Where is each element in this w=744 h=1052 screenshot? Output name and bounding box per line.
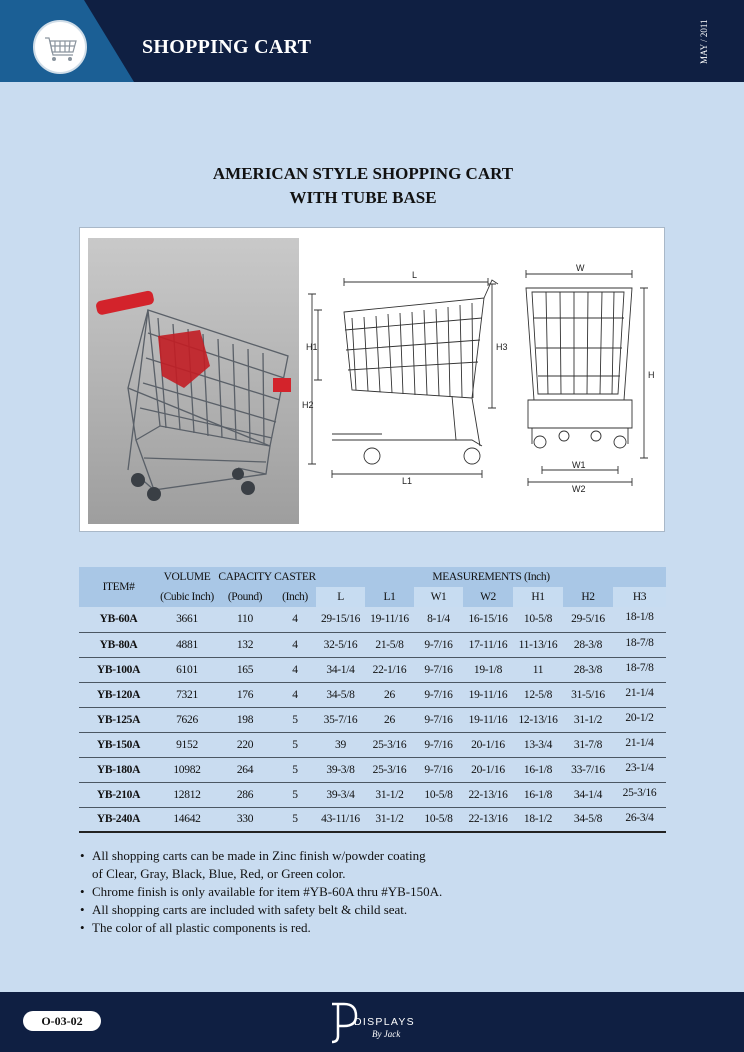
cell-caster: 5 bbox=[274, 782, 316, 807]
cell-h1: 18-1/2 bbox=[513, 807, 563, 832]
cell-h3: 25-3/16 bbox=[613, 782, 666, 807]
cell-w1: 9-7/16 bbox=[414, 657, 463, 682]
cell-caster: 4 bbox=[274, 657, 316, 682]
cell-h2: 34-1/4 bbox=[563, 782, 613, 807]
cell-h2: 34-5/8 bbox=[563, 807, 613, 832]
table-row bbox=[79, 757, 666, 782]
cart-logo-icon bbox=[33, 20, 87, 74]
header-item: ITEM# bbox=[79, 567, 158, 607]
header-caster: CASTER bbox=[274, 567, 316, 587]
cell-caster: 5 bbox=[274, 807, 316, 832]
issue-date: MAY / 2011 bbox=[699, 19, 709, 65]
cell-l: 34-5/8 bbox=[316, 682, 365, 707]
cell-volume: 4881 bbox=[158, 632, 216, 657]
cell-h2: 28-3/8 bbox=[563, 657, 613, 682]
cell-capacity: 176 bbox=[216, 682, 274, 707]
cell-w2: 20-1/16 bbox=[463, 757, 513, 782]
cell-h3: 21-1/4 bbox=[613, 682, 666, 707]
cell-item: YB-100A bbox=[79, 657, 158, 682]
cell-h3: 26-3/4 bbox=[613, 807, 666, 832]
cell-l1: 26 bbox=[365, 707, 414, 732]
product-image-panel bbox=[79, 227, 665, 532]
cell-capacity: 198 bbox=[216, 707, 274, 732]
header-col-H1: H1 bbox=[513, 587, 563, 607]
cell-h1: 10-5/8 bbox=[513, 607, 563, 632]
spec-table bbox=[79, 567, 666, 833]
table-row bbox=[79, 607, 666, 632]
product-title-line2: WITH TUBE BASE bbox=[289, 188, 437, 207]
cell-l: 39-3/8 bbox=[316, 757, 365, 782]
cell-h2: 33-7/16 bbox=[563, 757, 613, 782]
cell-h2: 31-5/16 bbox=[563, 682, 613, 707]
dim-label-L: L bbox=[412, 270, 418, 280]
brand-tagline: By Jack bbox=[372, 1029, 401, 1039]
cell-item: YB-60A bbox=[79, 607, 158, 632]
cell-l1: 31-1/2 bbox=[365, 807, 414, 832]
dim-label-H2: H2 bbox=[302, 400, 314, 410]
table-row bbox=[79, 657, 666, 682]
cell-capacity: 330 bbox=[216, 807, 274, 832]
cell-item: YB-240A bbox=[79, 807, 158, 832]
cell-l1: 25-3/16 bbox=[365, 732, 414, 757]
brand-name: DISPLAYS bbox=[354, 1016, 415, 1028]
dim-label-H3: H3 bbox=[496, 342, 508, 352]
header-col-H2: H2 bbox=[563, 587, 613, 607]
cell-l1: 26 bbox=[365, 682, 414, 707]
cell-volume: 7626 bbox=[158, 707, 216, 732]
cell-l: 32-5/16 bbox=[316, 632, 365, 657]
cell-w2: 17-11/16 bbox=[463, 632, 513, 657]
table-row bbox=[79, 782, 666, 807]
header-caster-unit: (Inch) bbox=[274, 587, 316, 607]
cell-w2: 19-11/16 bbox=[463, 707, 513, 732]
cell-w2: 20-1/16 bbox=[463, 732, 513, 757]
dim-label-H: H bbox=[648, 370, 655, 380]
cell-h1: 11-13/16 bbox=[513, 632, 563, 657]
cell-capacity: 264 bbox=[216, 757, 274, 782]
header-col-W1: W1 bbox=[414, 587, 463, 607]
note-item: • The color of all plastic components is red. bbox=[80, 919, 680, 937]
product-title-line1: AMERICAN STYLE SHOPPING CART bbox=[212, 164, 514, 183]
cell-volume: 12812 bbox=[158, 782, 216, 807]
header-col-L1: L1 bbox=[365, 587, 414, 607]
cell-w1: 8-1/4 bbox=[414, 607, 463, 632]
cell-h1: 16-1/8 bbox=[513, 782, 563, 807]
cell-caster: 5 bbox=[274, 707, 316, 732]
catalog-code-badge: O-03-02 bbox=[23, 1011, 101, 1031]
header-volume: VOLUME bbox=[158, 567, 216, 587]
table-row bbox=[79, 632, 666, 657]
cell-w2: 22-13/16 bbox=[463, 807, 513, 832]
cell-h1: 11 bbox=[513, 657, 563, 682]
cell-h3: 20-1/2 bbox=[613, 707, 666, 732]
cell-item: YB-80A bbox=[79, 632, 158, 657]
dim-label-W2: W2 bbox=[572, 484, 586, 494]
cell-h3: 18-7/8 bbox=[613, 657, 666, 682]
cell-item: YB-210A bbox=[79, 782, 158, 807]
dimension-diagram bbox=[302, 258, 662, 498]
cell-l: 35-7/16 bbox=[316, 707, 365, 732]
cell-w2: 19-1/8 bbox=[463, 657, 513, 682]
cell-l: 39-3/4 bbox=[316, 782, 365, 807]
table-row bbox=[79, 807, 666, 832]
cell-h3: 23-1/4 bbox=[613, 757, 666, 782]
cell-l1: 31-1/2 bbox=[365, 782, 414, 807]
dim-label-W: W bbox=[576, 263, 585, 273]
cell-l: 34-1/4 bbox=[316, 657, 365, 682]
cell-w1: 9-7/16 bbox=[414, 682, 463, 707]
cell-item: YB-120A bbox=[79, 682, 158, 707]
cell-w2: 22-13/16 bbox=[463, 782, 513, 807]
header-col-L: L bbox=[316, 587, 365, 607]
header-volume-unit: (Cubic Inch) bbox=[158, 587, 216, 607]
cell-volume: 14642 bbox=[158, 807, 216, 832]
cell-caster: 5 bbox=[274, 732, 316, 757]
note-item: • Chrome finish is only available for item #YB-60A thru #YB-150A. bbox=[80, 883, 680, 901]
cell-h1: 16-1/8 bbox=[513, 757, 563, 782]
cell-item: YB-150A bbox=[79, 732, 158, 757]
note-item-continued: of Clear, Gray, Black, Blue, Red, or Green color. bbox=[92, 866, 346, 881]
cell-capacity: 132 bbox=[216, 632, 274, 657]
cell-volume: 10982 bbox=[158, 757, 216, 782]
cell-w1: 10-5/8 bbox=[414, 807, 463, 832]
dim-label-W1: W1 bbox=[572, 460, 586, 470]
cell-caster: 4 bbox=[274, 682, 316, 707]
header-capacity-unit: (Pound) bbox=[216, 587, 274, 607]
cell-w2: 19-11/16 bbox=[463, 682, 513, 707]
cell-item: YB-125A bbox=[79, 707, 158, 732]
cell-volume: 9152 bbox=[158, 732, 216, 757]
cell-volume: 7321 bbox=[158, 682, 216, 707]
cell-w2: 16-15/16 bbox=[463, 607, 513, 632]
cell-w1: 9-7/16 bbox=[414, 757, 463, 782]
cell-h2: 31-1/2 bbox=[563, 707, 613, 732]
note-item: • All shopping carts can be made in Zinc finish w/powder coating bbox=[80, 847, 680, 865]
cell-h1: 12-5/8 bbox=[513, 682, 563, 707]
cell-l: 43-11/16 bbox=[316, 807, 365, 832]
dim-label-L1: L1 bbox=[402, 476, 413, 486]
cell-capacity: 220 bbox=[216, 732, 274, 757]
cell-l1: 21-5/8 bbox=[365, 632, 414, 657]
cell-w1: 10-5/8 bbox=[414, 782, 463, 807]
cart-photo bbox=[88, 238, 299, 524]
page-title: SHOPPING CART bbox=[142, 36, 312, 58]
cell-l: 39 bbox=[316, 732, 365, 757]
cell-capacity: 165 bbox=[216, 657, 274, 682]
table-row bbox=[79, 707, 666, 732]
cell-l1: 19-11/16 bbox=[365, 607, 414, 632]
cell-caster: 5 bbox=[274, 757, 316, 782]
cell-h2: 28-3/8 bbox=[563, 632, 613, 657]
cell-h3: 18-1/8 bbox=[613, 607, 666, 632]
cell-w1: 9-7/16 bbox=[414, 632, 463, 657]
cell-h3: 18-7/8 bbox=[613, 632, 666, 657]
cell-caster: 4 bbox=[274, 632, 316, 657]
cell-caster: 4 bbox=[274, 607, 316, 632]
header-col-W2: W2 bbox=[463, 587, 513, 607]
cell-h1: 13-3/4 bbox=[513, 732, 563, 757]
cell-w1: 9-7/16 bbox=[414, 707, 463, 732]
table-row bbox=[79, 732, 666, 757]
table-row bbox=[79, 682, 666, 707]
notes-list bbox=[80, 847, 680, 937]
header-measurements: MEASUREMENTS (Inch) bbox=[316, 567, 666, 587]
cell-item: YB-180A bbox=[79, 757, 158, 782]
cell-volume: 3661 bbox=[158, 607, 216, 632]
dim-label-H1: H1 bbox=[306, 342, 318, 352]
cell-w1: 9-7/16 bbox=[414, 732, 463, 757]
cell-volume: 6101 bbox=[158, 657, 216, 682]
cell-l1: 22-1/16 bbox=[365, 657, 414, 682]
note-item: • All shopping carts are included with safety belt & child seat. bbox=[80, 901, 680, 919]
cell-h2: 31-7/8 bbox=[563, 732, 613, 757]
cell-capacity: 110 bbox=[216, 607, 274, 632]
cell-h3: 21-1/4 bbox=[613, 732, 666, 757]
cell-capacity: 286 bbox=[216, 782, 274, 807]
header-col-H3: H3 bbox=[613, 587, 666, 607]
header-capacity: CAPACITY bbox=[216, 567, 274, 587]
cell-l: 29-15/16 bbox=[316, 607, 365, 632]
cell-l1: 25-3/16 bbox=[365, 757, 414, 782]
cell-h2: 29-5/16 bbox=[563, 607, 613, 632]
cell-h1: 12-13/16 bbox=[513, 707, 563, 732]
